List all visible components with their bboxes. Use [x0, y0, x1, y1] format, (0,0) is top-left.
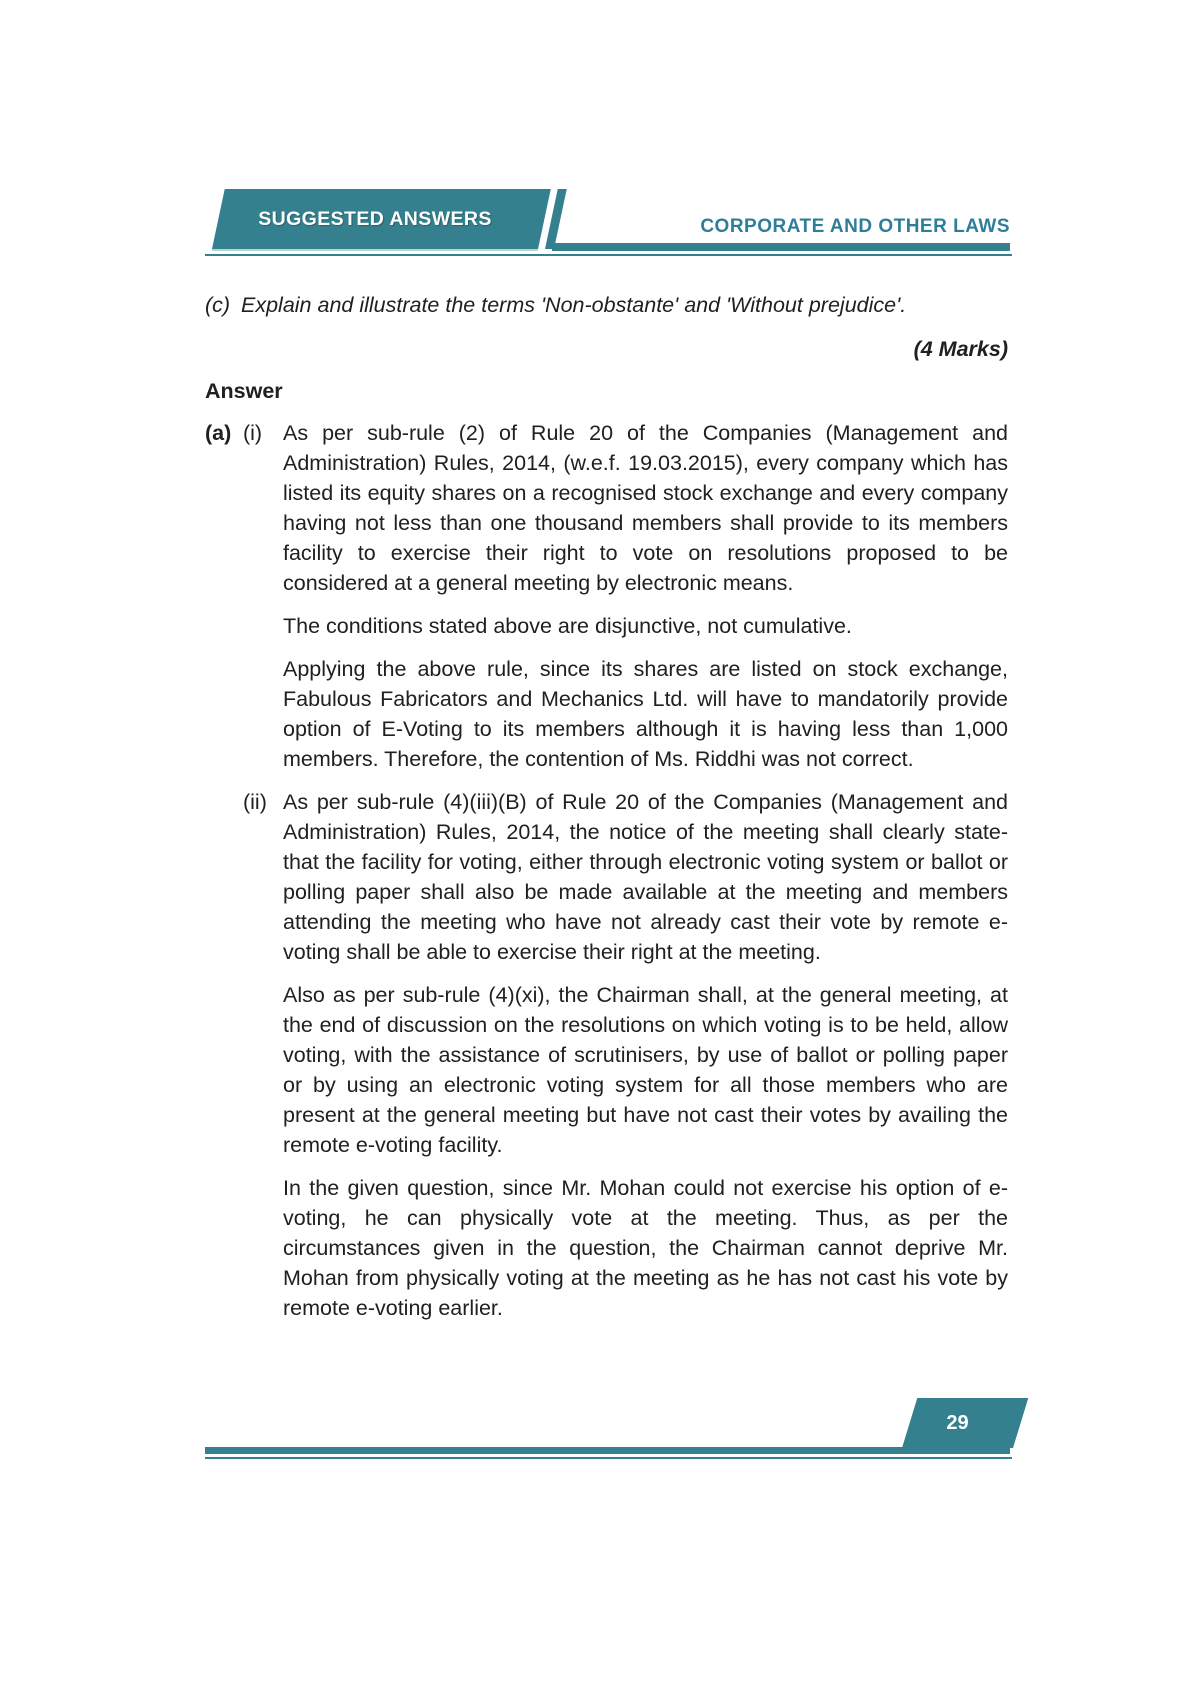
answer-item-label: (i): [243, 421, 263, 445]
paragraph: The conditions stated above are disjunctive, not cumulative.: [283, 614, 852, 638]
answer-item-paragraphs: [283, 418, 1008, 774]
banner-label: SUGGESTED ANSWERS: [258, 207, 492, 230]
answer-heading: Answer: [205, 379, 283, 403]
page-number: 29: [946, 1411, 969, 1434]
answer-part-label: (a): [205, 421, 232, 445]
answer-item-ii: [205, 787, 1008, 1323]
header-rule-thin: [205, 254, 1012, 256]
paragraph: In the given question, since Mr. Mohan could not exercise his option of e-voting, he can physically vote at the meeting. Thus, as per the circumstances given in the question, the Chairman cannot deprive Mr. Mohan from physically voting at the meeting as he has not cast his vote by remote e-voting earlier.: [283, 1176, 1008, 1320]
subject-title: CORPORATE AND OTHER LAWS: [700, 216, 1010, 237]
suggested-answers-banner: [212, 189, 538, 249]
page-number-box: [902, 1398, 1013, 1448]
header-rule-thick: [552, 243, 1010, 251]
paragraph: Applying the above rule, since its shares are listed on stock exchange, Fabulous Fabricators and Mechanics Ltd. will have to mandatorily provide option of E-Voting to its members although it is having less than 1,000 members. Therefore, the contention of Ms. Riddhi was not correct.: [283, 657, 1008, 771]
paragraph: As per sub-rule (2) of Rule 20 of the Companies (Management and Administration) Rules, 2014, (w.e.f. 19.03.2015), every company which has listed its equity shares on a recognised stock exchange and every company having not less than one thousand members shall provide to its members facility to exercise their right to vote on resolutions proposed to be considered at a general meeting by electronic means.: [283, 421, 1008, 595]
answer-item-label: (ii): [243, 790, 267, 814]
answer-part-label-spacer: [205, 787, 243, 1323]
question-row: [205, 290, 1008, 320]
footer-rule-thin: [205, 1457, 1012, 1459]
paragraph: As per sub-rule (4)(iii)(B) of Rule 20 of the Companies (Management and Administration) Rules, 2014, the notice of the meeting shall clearly state- that the facility for voting, either through electronic voting system or ballot or polling paper shall also be made available at the meeting and members attending the meeting who have not already cast their vote by remote e-voting shall be able to exercise their right at the meeting.: [283, 790, 1008, 964]
answer-item-i: [205, 418, 1008, 774]
question-text: Explain and illustrate the terms 'Non-obstante' and 'Without prejudice'.: [241, 293, 907, 317]
page-content: [205, 290, 1008, 1323]
question-label: (c): [205, 293, 231, 317]
paragraph: Also as per sub-rule (4)(xi), the Chairman shall, at the general meeting, at the end of discussion on the resolutions on which voting is to be held, allow voting, with the assistance of scrutinisers, by use of ballot or polling paper or by using an electronic voting system for all those members who are present at the general meeting but have not cast their votes by availing the remote e-voting facility.: [283, 983, 1008, 1157]
answer-item-paragraphs: [283, 787, 1008, 1323]
footer-rule-thick: [205, 1447, 1010, 1454]
marks-note: (4 Marks): [913, 337, 1008, 361]
